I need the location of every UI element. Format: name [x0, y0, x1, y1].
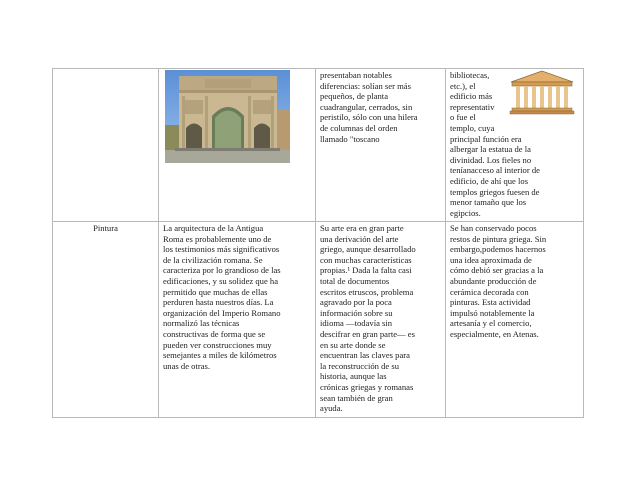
- table-row: [53, 222, 584, 418]
- table-row: [53, 69, 584, 222]
- arch-of-constantine-photo: [165, 70, 290, 163]
- table-cell-text: Se han conservado pocos restos de pintura griega. Sin embargo,podemos hacernos una idea aproximada de cómo debió ser gracias a la abundante producción de cerámica decorada con pinturas. Esta actividad impulsó notablemente la artesanía y el comercio, especialmente, en Atenas.: [446, 222, 584, 418]
- table-cell-text: La arquitectura de la Antigua Roma es probablemente uno de los testimonios más significativos de la civilización romana. Se caracteriza por lo grandioso de las edificaciones, y su solidez que ha permitido que muchas de ellas perduren hasta nuestros días. La organización del Imperio Romano normalizó las técnicas constructivas de forma que se pueden ver construcciones muy semejantes a miles de kilómetros unas de otras.: [159, 222, 316, 418]
- comparison-table: [52, 68, 584, 418]
- cell-text: bibliotecas, etc.), el edificio más representativ o fue el templo, cuya principal función era albergar la estatua de la divinidad. Los fieles no teníanacceso al interior de edificio, de ahí que los templos griegos fuesen de menor tamaño que los egipcios.: [450, 70, 540, 218]
- category-label: Pintura: [53, 222, 159, 418]
- table-cell-text: Su arte era en gran parte una derivación del arte griego, aunque desarrollado con muchas características propias.¹ Dada la falta casi total de documentos escritos etruscos, problema agravado por la poca información sobre su idioma —todavía sin descifrar en gran parte— es en su arte donde se encuentran las claves para la reconstrucción de su historia, aunque las crónicas griegas y romanas sean también de gran ayuda.: [316, 222, 446, 418]
- table-cell-text-with-image: [446, 69, 584, 222]
- table-cell-image: [159, 69, 316, 222]
- table-cell-empty: [53, 69, 159, 222]
- table-cell-text: presentaban notables diferencias: solían ser más pequeños, de planta cuadrangular, cerrados, sin peristilo, sólo con una hilera de columnas del orden llamado "toscano: [316, 69, 446, 222]
- greek-temple-icon: [509, 70, 575, 115]
